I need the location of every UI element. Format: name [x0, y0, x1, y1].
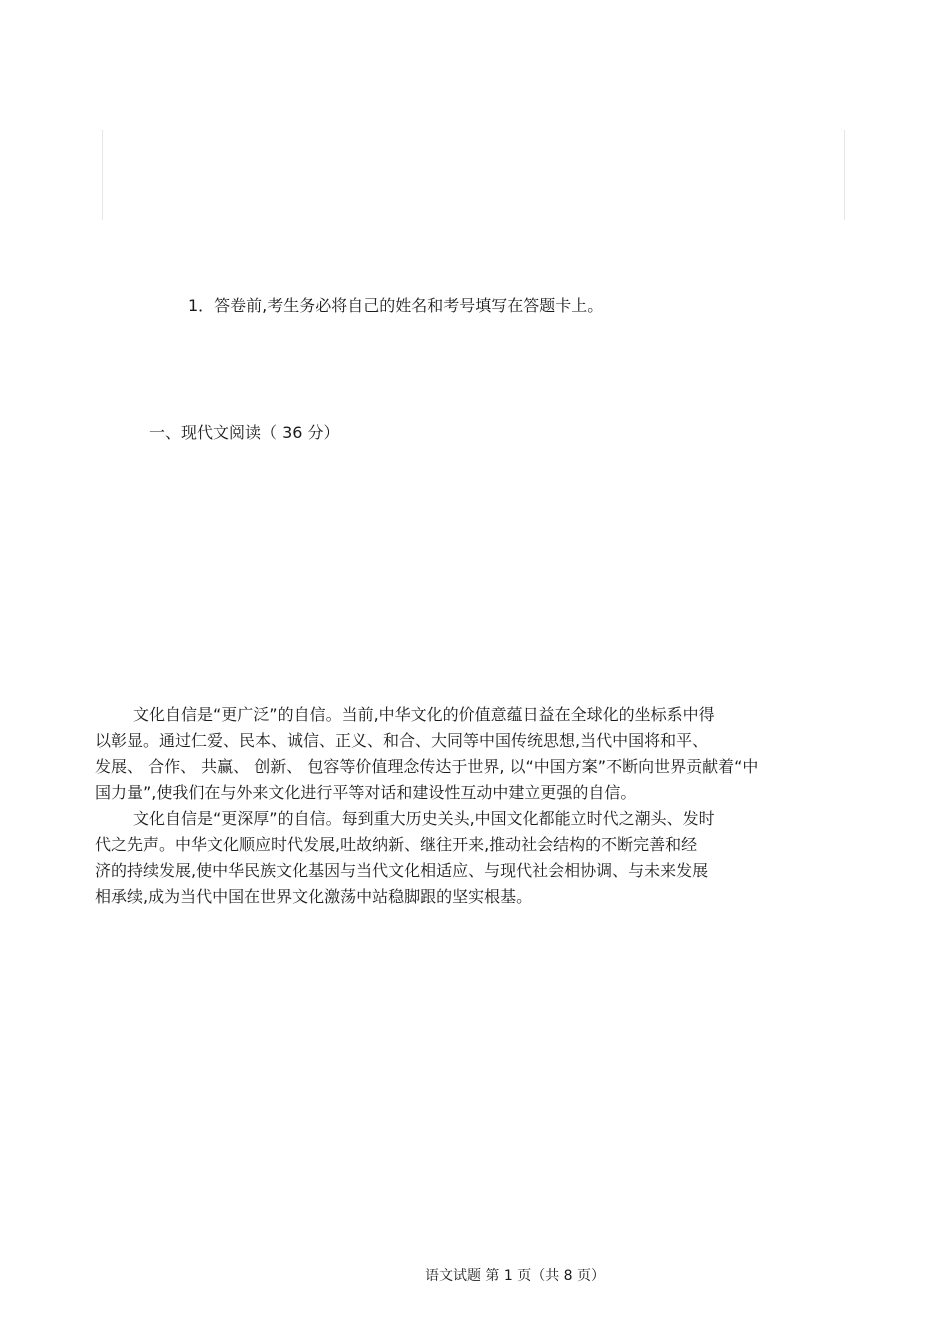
passage-line: 济的持续发展,使中华民族文化基因与当代文化相适应、与现代社会相协调、与未来发展: [95, 861, 709, 880]
left-margin-line: [102, 130, 103, 220]
passage-line: 发展、 合作、 共赢、 创新、 包容等价值理念传达于世界, 以“中国方案”不断向世界贡献着“中: [95, 757, 759, 776]
passage-line: 代之先声。中华文化顺应时代发展,吐故纳新、继往开来,推动社会结构的不断完善和经: [95, 835, 698, 854]
section-title: 一、现代文阅读（ 36 分）: [149, 423, 340, 442]
reading-passage: [95, 702, 825, 910]
passage-line: 以彰显。通过仁爱、民本、诚信、正义、和合、大同等中国传统思想,当代中国将和平、: [95, 731, 709, 750]
passage-line: 文化自信是“更深厚”的自信。每到重大历史关头,中国文化都能立时代之潮头、发时: [133, 809, 715, 828]
passage-line: 国力量”,使我们在与外来文化进行平等对话和建设性互动中建立更强的自信。: [95, 783, 637, 802]
right-margin-line: [844, 130, 845, 220]
exam-instruction-1: 1．答卷前,考生务必将自己的姓名和考号填写在答题卡上。: [188, 296, 604, 315]
passage-line: 文化自信是“更广泛”的自信。当前,中华文化的价值意蕴日益在全球化的坐标系中得: [133, 705, 715, 724]
page-footer: 语文试题 第 1 页（共 8 页）: [424, 1268, 606, 1284]
passage-line: 相承续,成为当代中国在世界文化激荡中站稳脚跟的坚实根基。: [95, 887, 533, 906]
